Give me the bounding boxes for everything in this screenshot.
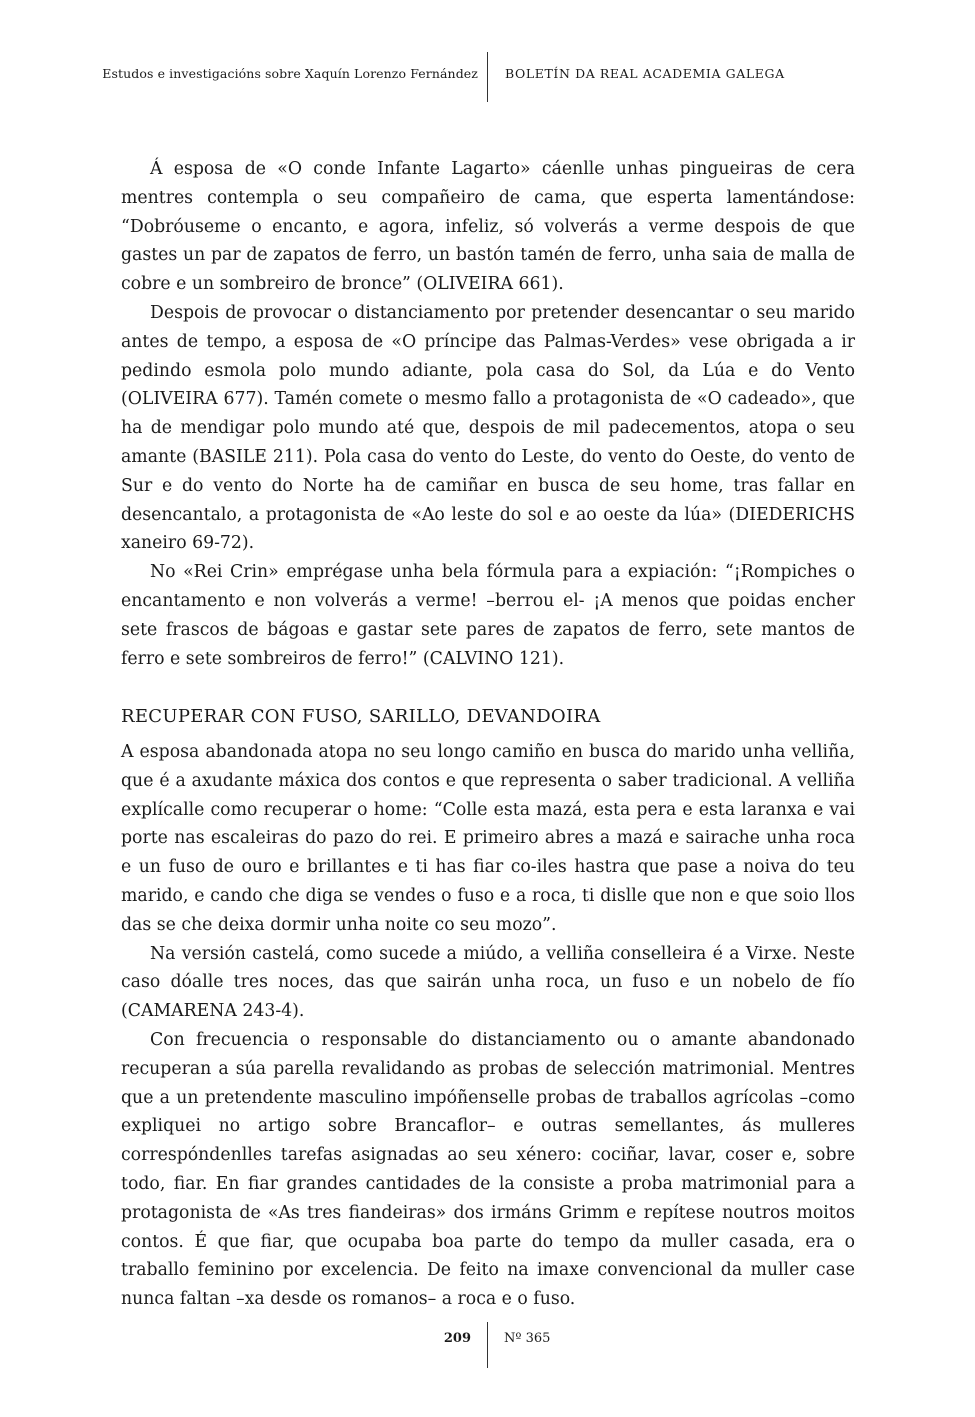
paragraph: Á esposa de «O conde Infante Lagarto» cáenlle unhas pingueiras de cera mentres contempla o seu compañeiro de cama, que esperta lamentándose: “Dobróuseme o encanto, e agora, infeliz, só volverás a verme despois de que gastes un par de zapatos de ferro, un bastón tamén de ferro, unha saia de malla de cobre e un sombreiro de bronce” (OLIVEIRA 661).: [121, 159, 855, 295]
footer-divider: [487, 1322, 488, 1368]
paragraph: Despois de provocar o distanciamento por pretender desencantar o seu marido antes de tempo, a esposa de «O príncipe das Palmas-Verdes» vese obrigada a ir pedindo esmola polo mundo adiante, pola casa do Sol, da Lúa e do Vento (OLIVEIRA 677). Tamén comete o mesmo fallo a protagonista de «O cadeado», que ha de mendigar polo mundo até que, despois de mil padecementos, atopa o seu amante (BASILE 211). Pola casa do vento do Leste, do vento do Oeste, do vento de Sur e do vento do Norte ha de camiñar en busca de seu home, tras fallar en desencantalo, a protagonista de «Ao leste do sol e ao oeste da lúa» (DIEDERICHS xaneiro 69-72).: [121, 302, 855, 554]
header-divider: [487, 52, 488, 102]
issue-number: Nº 365: [504, 1331, 551, 1346]
header-journal-title: BOLETÍN DA REAL ACADEMIA GALEGA: [505, 66, 785, 81]
paragraph: Con frecuencia o responsable do distanciamento ou o amante abandonado recuperan a súa parella revalidando as probas de selección matrimonial. Mentres que a un pretendente masculino impóñenselle probas de traballos agrícolas –como expliquei no artigo sobre Brancaflor– e outras semellantes, ás mulleres correspóndenlles tarefas asignadas ao seu xénero: cociñar, lavar, coser e, sobre todo, fiar. En fiar grandes cantidades de la consiste a proba matrimonial para a protagonista de «As tres fiandeiras» dos irmáns Grimm e repítese noutros moitos contos. É que fiar, que ocupaba boa parte do tempo da muller casada, era o traballo feminino por excelencia. De feito na imaxe convencional da muller case nunca faltan –xa desde os romanos– a roca e o fuso.: [121, 1029, 855, 1310]
paragraph: A esposa abandonada atopa no seu longo camiño en busca do marido unha velliña, que é a axudante máxica dos contos e que representa o saber tradicional. A velliña explícalle como recuperar o home: “Colle esta mazá, esta pera e esta laranxa e vai porte nas escaleiras do pazo do rei. E primeiro abres a mazá e sairache unha roca e un fuso de ouro e brillantes e ti has fiar co-iles hastra que pase a noiva do teu marido, e cando che diga se vendes o fuso e a roca, ti dislle que non e que soio llos das se che deixa dormir unha noite co seu mozo”.: [121, 742, 855, 935]
section-heading: RECUPERAR CON FUSO, SARILLO, DEVANDOIRA: [121, 706, 601, 727]
paragraph: Na versión castelá, como sucede a miúdo, a velliña conselleira é a Virxe. Neste caso dóalle tres noces, das que sairán unha roca, un fuso e un nobelo de fío (CAMARENA 243-4).: [121, 943, 855, 1022]
section-2-body: [121, 738, 855, 1314]
header-series-title: Estudos e investigacións sobre Xaquín Lorenzo Fernández: [102, 66, 478, 81]
section-1-body: [121, 155, 855, 673]
page-footer: [0, 1322, 975, 1372]
paragraph: No «Rei Crin» emprégase unha bela fórmula para a expiación: “¡Rompiches o encantamento e non volverás a verme! –berrou el- ¡A menos que poidas encher sete frascos de bágoas e gastar sete pares de zapatos de ferro, sete mantos de ferro e sete sombreiros de ferro!” (CALVINO 121).: [121, 562, 855, 669]
running-header: [0, 48, 975, 102]
page-number: 209: [443, 1331, 471, 1346]
